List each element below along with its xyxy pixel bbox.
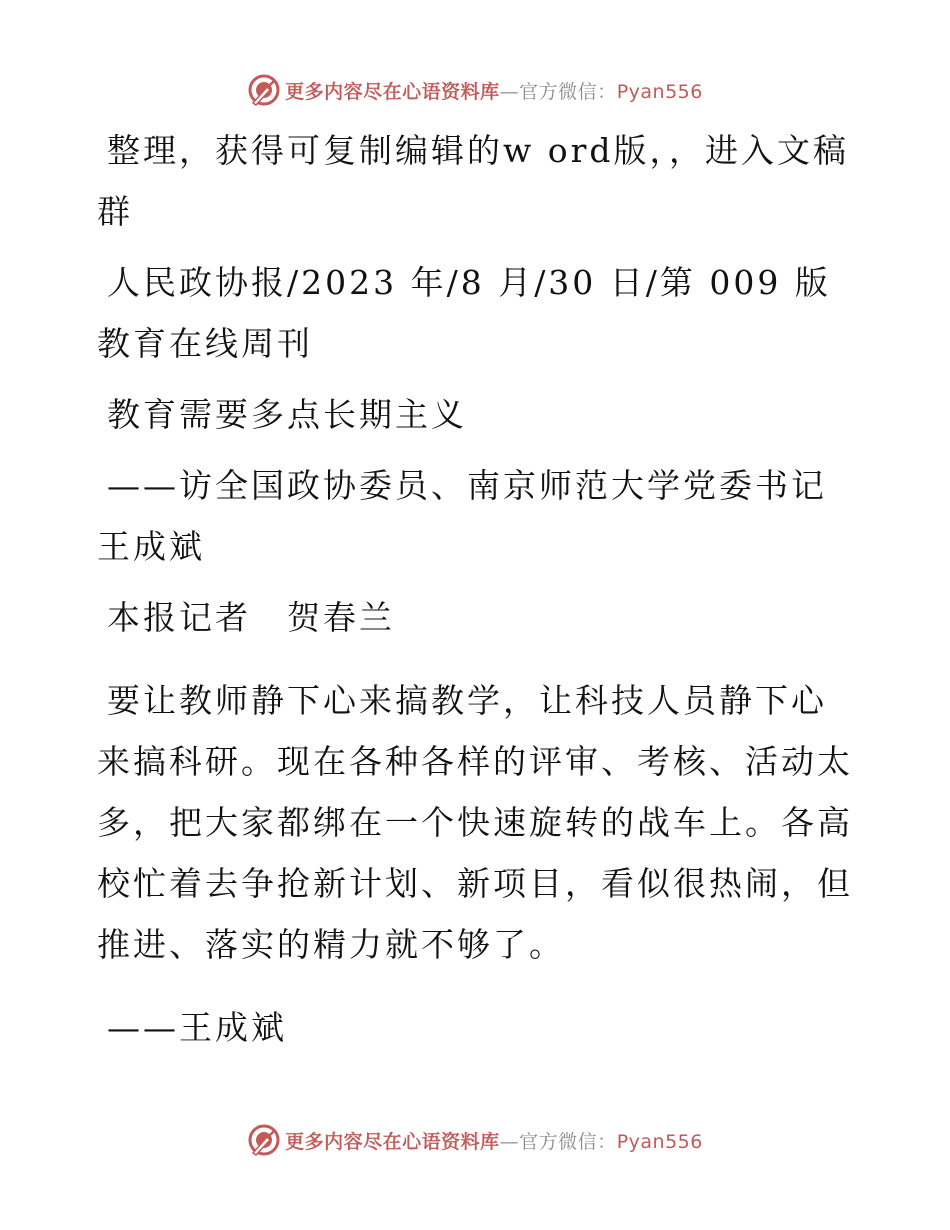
pen-logo-icon	[247, 1123, 281, 1157]
byline: 本报记者 贺春兰	[107, 598, 395, 637]
watermark-wechat-label: 官方微信：	[519, 80, 617, 103]
signature: ——王成斌	[107, 1008, 287, 1047]
header-watermark	[0, 70, 950, 110]
pen-logo-icon	[247, 73, 281, 107]
body-paragraph: 要让教师静下心来搞教学，让科技人员静下心来搞科研。现在各种各样的评审、考核、活动太多，把大家都绑在一个快速旋转的战车上。各高校忙着去争抢新计划、新项目，看似很热闹，但推进、落实的精力就不够了。	[97, 681, 853, 964]
subheadline: ——访全国政协委员、南京师范大学党委书记王成斌	[97, 466, 827, 566]
intro-paragraph: 整理，获得可复制编辑的w ord版，，进入文稿群	[97, 131, 850, 231]
watermark-wechat-label: 官方微信：	[519, 1130, 617, 1153]
footer-watermark	[0, 1120, 950, 1160]
source-line: 人民政协报/2023 年/8 月/30 日/第 009 版教育在线周刊	[97, 263, 831, 363]
headline: 教育需要多点长期主义	[107, 395, 467, 434]
document-body	[97, 120, 857, 1068]
watermark-site-name: 更多内容尽在心语资料库	[285, 80, 500, 103]
watermark-separator: —	[499, 1130, 520, 1153]
watermark-wechat-id: Pyan556	[616, 1130, 703, 1153]
watermark-site-name: 更多内容尽在心语资料库	[285, 1130, 500, 1153]
watermark-separator: —	[499, 80, 520, 103]
watermark-wechat-id: Pyan556	[616, 80, 703, 103]
